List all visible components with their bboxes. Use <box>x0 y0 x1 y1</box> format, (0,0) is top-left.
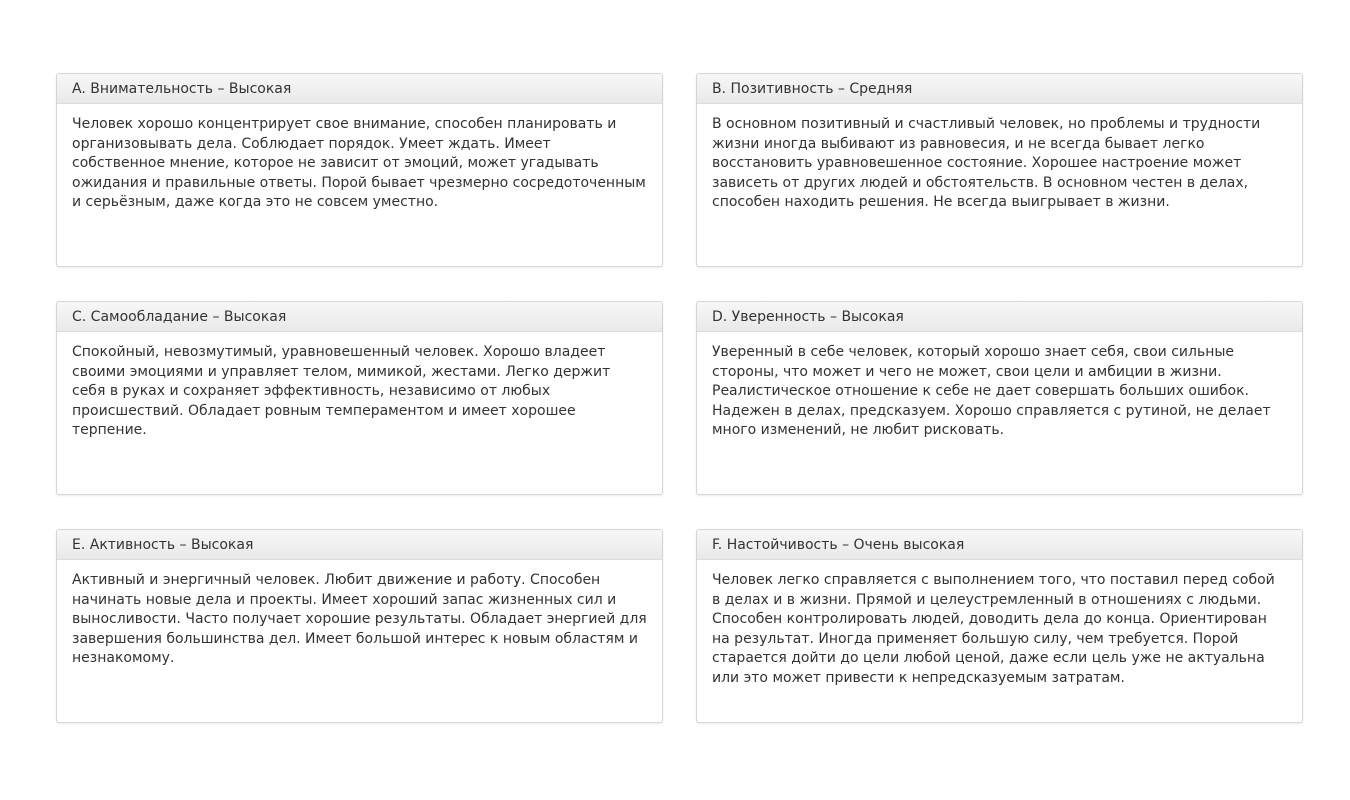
trait-panel-f <box>696 529 1303 723</box>
panel-title: B. Позитивность – Средняя <box>697 74 1302 104</box>
panel-description: Спокойный, невозмутимый, уравновешенный человек. Хорошо владеет своими эмоциями и управляет телом, мимикой, жестами. Легко держит себя в руках и сохраняет эффективность, независимо от любых происшествий. Обладает ровным темпераментом и имеет хорошее терпение. <box>72 344 611 439</box>
trait-panel-e <box>56 529 663 723</box>
trait-panel-c <box>56 301 663 495</box>
trait-panel-d <box>696 301 1303 495</box>
panel-title: F. Настойчивость – Очень высокая <box>697 530 1302 560</box>
panel-title: C. Самообладание – Высокая <box>57 302 662 332</box>
panel-title: A. Внимательность – Высокая <box>57 74 662 104</box>
panel-description: Человек легко справляется с выполнением того, что поставил перед собой в делах и в жизни. Прямой и целеустремленный в отношениях с людьми. Способен контролировать людей, доводить дела до конца. Ориентирован на результат. Иногда применяет большую силу, чем требуется. Порой старается дойти до цели любой ценой, даже если цель уже не актуальна или это может привести к непредсказуемым затратам. <box>712 572 1275 686</box>
trait-panel-b <box>696 73 1303 267</box>
panel-description: В основном позитивный и счастливый человек, но проблемы и трудности жизни иногда выбивают из равновесия, и не всегда бывает легко восстановить уравновешенное состояние. Хорошее настроение может зависеть от других людей и обстоятельств. В основном честен в делах, способен находить решения. Не всегда выигрывает в жизни. <box>712 116 1261 211</box>
panel-title: E. Активность – Высокая <box>57 530 662 560</box>
panel-description: Уверенный в себе человек, который хорошо знает себя, свои сильные стороны, что может и чего не может, свои цели и амбиции в жизни. Реалистическое отношение к себе не дает совершать больших ошибок. Надежен в делах, предсказуем. Хорошо справляется с рутиной, не делает много изменений, не любит рисковать. <box>712 344 1271 439</box>
trait-panels-grid <box>56 73 1303 723</box>
panel-description: Активный и энергичный человек. Любит движение и работу. Способен начинать новые дела и проекты. Имеет хороший запас жизненных сил и выносливости. Часто получает хорошие результаты. Обладает энергией для завершения большинства дел. Имеет большой интерес к новым областям и незнакомому. <box>72 572 647 667</box>
panel-title: D. Уверенность – Высокая <box>697 302 1302 332</box>
panel-description: Человек хорошо концентрирует свое внимание, способен планировать и организовывать дела. Соблюдает порядок. Умеет ждать. Имеет собственное мнение, которое не зависит от эмоций, может угадывать ожидания и правильные ответы. Порой бывает чрезмерно сосредоточенным и серьёзным, даже когда это не совсем уместно. <box>72 116 646 211</box>
trait-panel-a <box>56 73 663 267</box>
